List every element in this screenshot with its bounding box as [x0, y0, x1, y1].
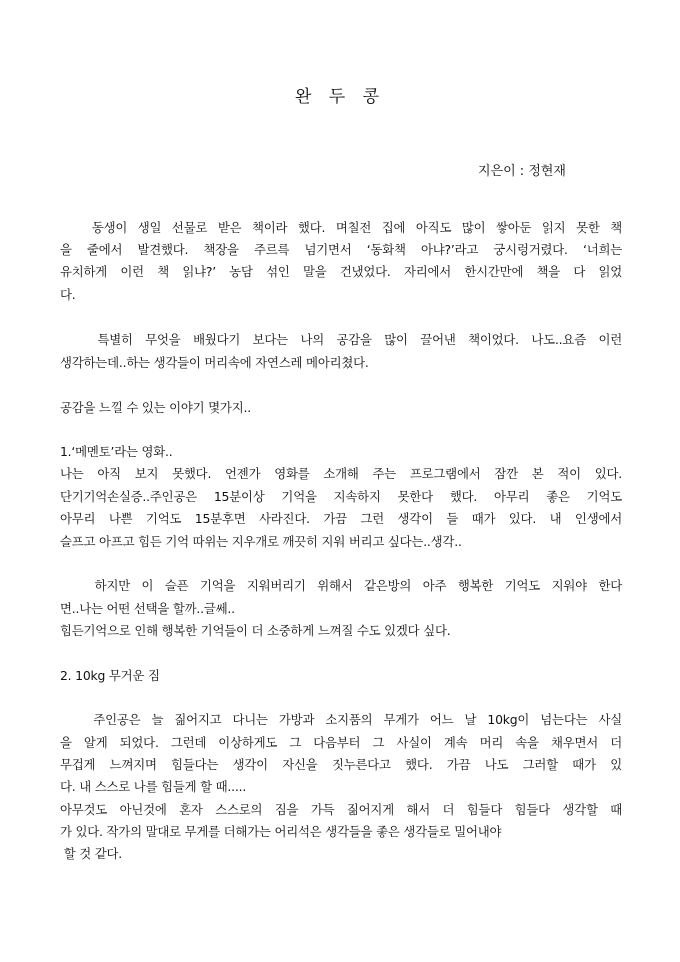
- text-line: 동생이 생일 선물로 받은 책이라 했다. 며칠전 집에 아직도 많이 쌓아둔 읽지 못한 책: [60, 220, 622, 235]
- text-line: 유치하게 이런 책 읽냐?’ 농담 섞인 말을 건냈었다. 자리에서 한시간만에 책을 다 읽었: [60, 264, 622, 279]
- text-line: 나는 아직 보지 못했다. 언젠가 영화를 소개해 주는 프로그램에서 잠깐 본 적이 있다.: [60, 466, 622, 481]
- text-line: 하지만 이 슬픈 기억을 지워버리기 위해서 같은방의 아주 행복한 기억도 지워야 한다: [60, 578, 622, 593]
- text-line: 힘든기억으로 인해 행복한 기억들이 더 소중하게 느껴질 수도 있겠다 싶다.: [60, 623, 451, 638]
- text-line: 주인공은 늘 짊어지고 다니는 가방과 소지품의 무게가 어느 날 10kg이 넘는다는 사실: [60, 712, 622, 727]
- text-line: 을 줄에서 발견했다. 책장을 주르륵 넘기면서 ‘동화책 아냐?’라고 궁시렁거렸다. ‘너희는: [60, 242, 622, 257]
- text-line: 생각하는데..하는 생각들이 머리속에 자연스레 메아리쳤다.: [60, 355, 369, 370]
- text-line: 특별히 무엇을 배웠다기 보다는 나의 공감을 많이 끌어낸 책이었다. 나도..요즘 이런: [60, 332, 622, 347]
- section-heading: 2. 10kg 무거운 짐: [60, 668, 160, 683]
- author-line: 지은이 : 정현재: [478, 164, 566, 179]
- text-line: 다.: [60, 287, 76, 302]
- text-line: 1.‘메멘토’라는 영화..: [60, 444, 173, 459]
- text-line: 아무리 나쁜 기억도 15분후면 사라진다. 가끔 그런 생각이 들 때가 있다. 내 인생에서: [60, 511, 622, 526]
- text-line: 다. 내 스스로 나를 힘들게 할 때.....: [60, 779, 247, 794]
- text-line: 아무것도 아닌것에 혼자 스스로의 짐을 가득 짊어지게 해서 더 힘들다 힘들다 생각할 때: [60, 802, 622, 817]
- text-line: 할 것 같다.: [60, 846, 123, 861]
- text-line: 슬프고 아프고 힘든 기억 따위는 지우개로 깨끗히 지워 버리고 싶다는..생각..: [60, 534, 462, 549]
- text-line: 단기기억손실증..주인공은 15분이상 기억을 지속하지 못한다 했다. 아무리 좋은 기억도: [60, 489, 622, 504]
- text-line: 가 있다. 작가의 말대로 무게를 더해가는 어리석은 생각들을 좋은 생각들로 밀어내야: [60, 824, 502, 839]
- text-line: 공감을 느낄 수 있는 이야기 몇가지..: [60, 400, 251, 415]
- text-line: 면..나는 어떤 선택을 할까..글쎄..: [60, 601, 235, 616]
- text-line: 무겁게 느껴지며 힘들다는 생각이 자신을 짓누른다고 했다. 가끔 나도 그러할 때가 있: [60, 757, 622, 772]
- text-line: 을 알게 되었다. 그런데 이상하게도 그 다음부터 그 사실이 계속 머리 속을 채우면서 더: [60, 735, 622, 750]
- document-title: 완 두 콩: [294, 87, 386, 107]
